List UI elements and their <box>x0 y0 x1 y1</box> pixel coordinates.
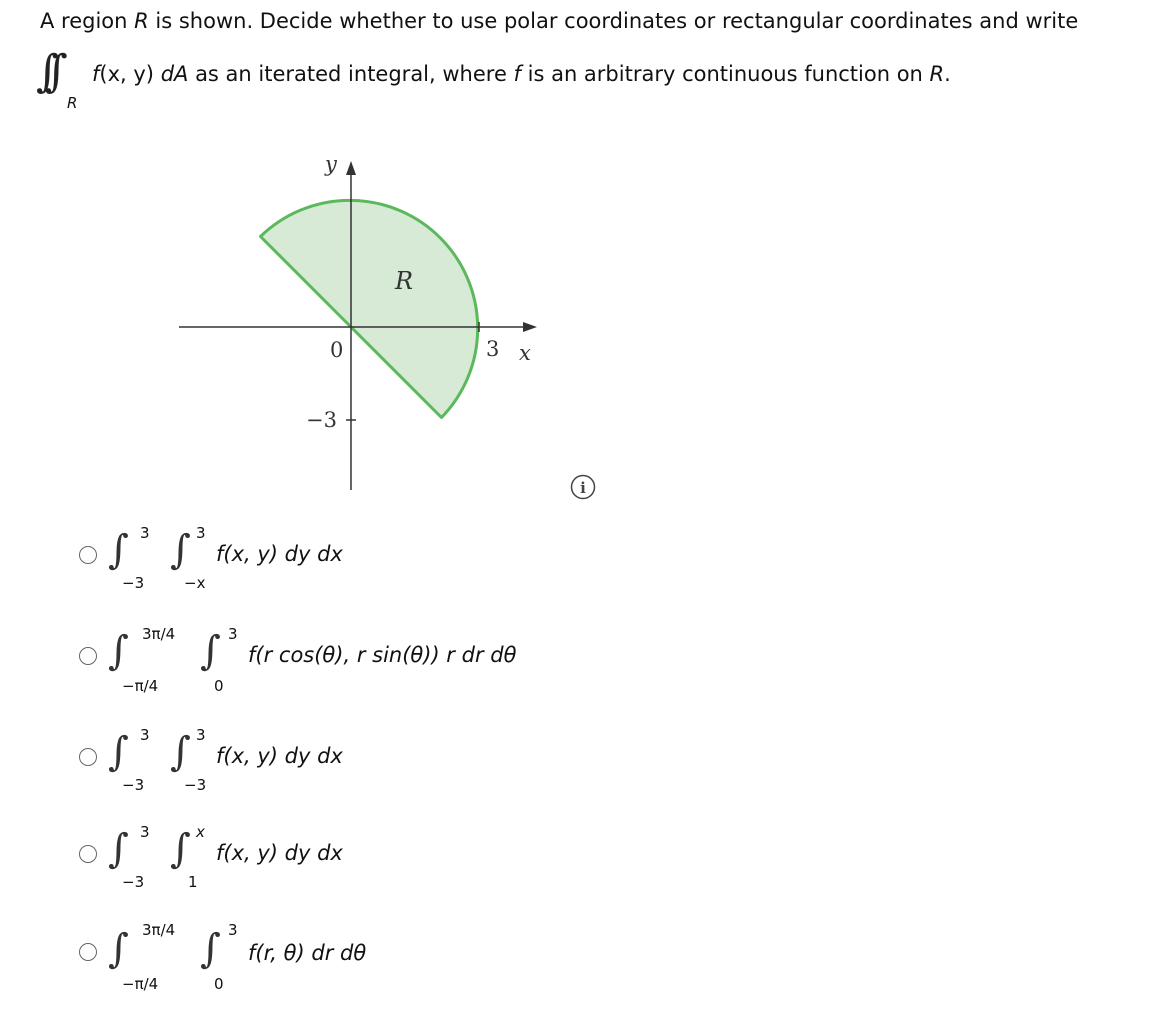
radio-button[interactable] <box>79 845 97 863</box>
inner-lower-limit: 0 <box>214 677 224 695</box>
inner-lower-limit: −3 <box>184 776 207 794</box>
region-symbol: R <box>134 9 149 33</box>
inner-upper-limit: 3 <box>228 625 238 643</box>
region-R <box>261 200 478 417</box>
info-icon[interactable] <box>570 474 596 500</box>
inner-upper-limit: x <box>196 823 205 841</box>
outer-lower-limit: −3 <box>122 776 145 794</box>
question-text: f(x, y) dA as an iterated integral, where f is an arbitrary continuous function on R. <box>92 62 951 86</box>
integral-region-subscript: R <box>67 94 78 112</box>
radio-button[interactable] <box>79 943 97 961</box>
integrand: f(x, y) dy dx <box>216 744 343 768</box>
y-axis-arrow <box>346 161 356 175</box>
answer-option-2[interactable]: ∫ 3π/4 −π/4 ∫ 3 0 f(r cos(θ), r sin(θ)) r dr dθ <box>70 613 830 699</box>
answer-option-4[interactable]: ∫ 3 −3 ∫ x 1 f(x, y) dy dx <box>70 811 830 897</box>
y-tick-label: −3 <box>306 408 337 432</box>
integrand: f(x, y) dy dx <box>216 841 343 865</box>
question-line-1 <box>40 9 1078 33</box>
inner-upper-limit: 3 <box>196 524 206 542</box>
outer-upper-limit: 3 <box>140 726 150 744</box>
question-text: is shown. Decide whether to use polar coordinates or rectangular coordinates and write <box>148 9 1079 33</box>
answer-option-3[interactable]: ∫ 3 −3 ∫ 3 −3 f(x, y) dy dx <box>70 714 830 800</box>
integrand: f(r cos(θ), r sin(θ)) r dr dθ <box>248 643 517 667</box>
x-axis-arrow <box>523 322 537 332</box>
outer-upper-limit: 3π/4 <box>142 625 176 643</box>
outer-lower-limit: −π/4 <box>122 975 159 993</box>
x-axis-label: x <box>519 341 531 365</box>
region-label: R <box>395 267 414 295</box>
integrand: f(r, θ) dr dθ <box>248 941 367 965</box>
answer-option-5[interactable]: ∫ 3π/4 −π/4 ∫ 3 0 f(r, θ) dr dθ <box>70 911 830 997</box>
inner-lower-limit: 1 <box>188 873 198 891</box>
inner-upper-limit: 3 <box>228 921 238 939</box>
radio-button[interactable] <box>79 748 97 766</box>
inner-lower-limit: −x <box>184 574 206 592</box>
integrand: f(x, y) dy dx <box>216 542 343 566</box>
double-integral-symbol: ∫∫ <box>36 46 54 97</box>
outer-lower-limit: −3 <box>122 574 145 592</box>
question-text: A region <box>40 9 135 33</box>
outer-upper-limit: 3 <box>140 524 150 542</box>
x-tick-label: 3 <box>486 337 500 361</box>
inner-lower-limit: 0 <box>214 975 224 993</box>
y-axis-label: y <box>325 152 337 176</box>
outer-upper-limit: 3π/4 <box>142 921 176 939</box>
region-figure <box>175 145 545 495</box>
inner-upper-limit: 3 <box>196 726 206 744</box>
radio-button[interactable] <box>79 546 97 564</box>
answer-option-1[interactable]: ∫ 3 −3 ∫ 3 −x f(x, y) dy dx <box>70 512 830 598</box>
question-line-2 <box>36 46 1036 112</box>
radio-button[interactable] <box>79 647 97 665</box>
origin-label: 0 <box>330 338 344 362</box>
outer-lower-limit: −3 <box>122 873 145 891</box>
outer-upper-limit: 3 <box>140 823 150 841</box>
outer-lower-limit: −π/4 <box>122 677 159 695</box>
svg-text:i: i <box>580 479 586 497</box>
